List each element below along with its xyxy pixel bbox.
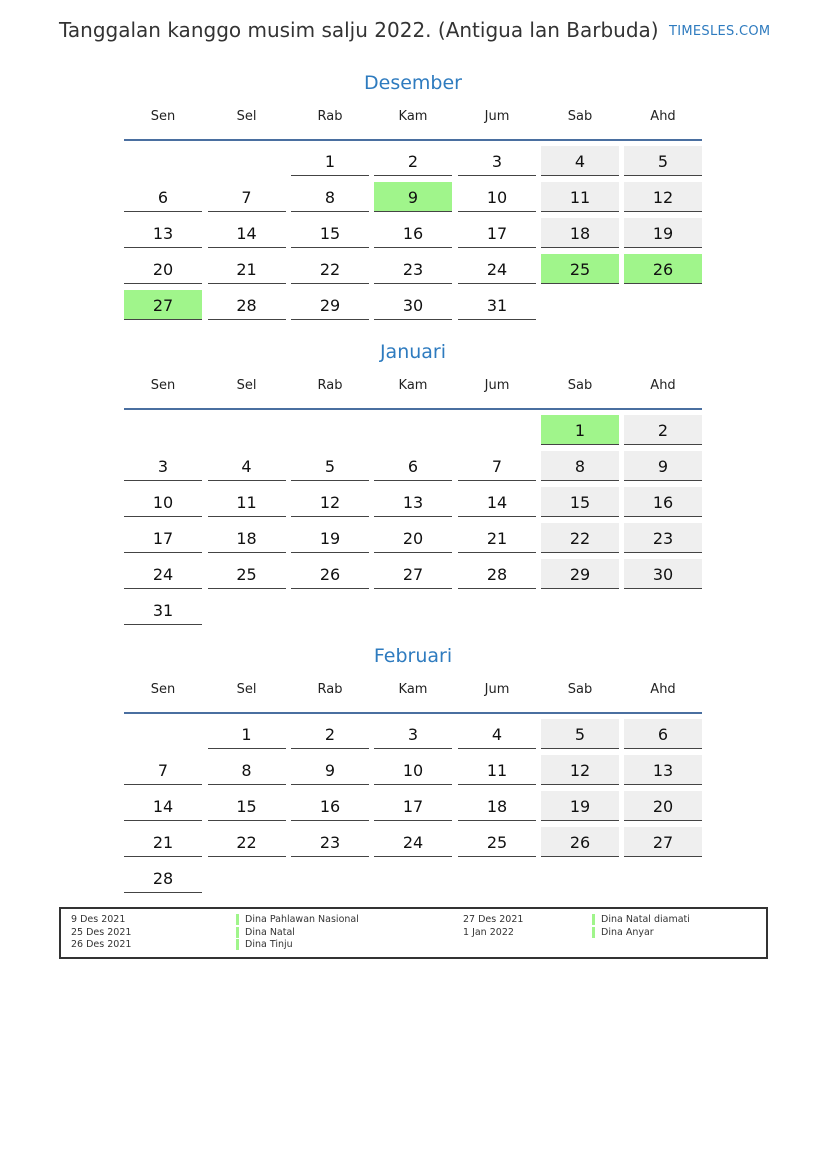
month-title: Januari — [379, 341, 447, 363]
day-cell: 27 — [624, 827, 702, 857]
weekday-label: Ahd — [650, 109, 676, 124]
day-cell: 13 — [124, 218, 202, 248]
day-cell: 7 — [458, 451, 536, 481]
day-cell: 2 — [291, 719, 369, 749]
day-cell: 4 — [208, 451, 286, 481]
holiday-day-cell: 9 — [374, 182, 452, 212]
weekday-label: Jum — [484, 378, 510, 393]
day-cell: 3 — [124, 451, 202, 481]
day-cell: 20 — [374, 523, 452, 553]
day-cell: 31 — [124, 595, 202, 625]
weekday-label: Rab — [317, 682, 343, 697]
day-cell: 1 — [291, 146, 369, 176]
legend-date: 1 Jan 2022 — [463, 927, 514, 938]
holiday-day-cell: 25 — [541, 254, 619, 284]
holiday-day-cell: 26 — [624, 254, 702, 284]
page-title: Tanggalan kanggo musim salju 2022. (Antigua lan Barbuda) — [59, 18, 659, 42]
weekday-label: Jum — [484, 109, 510, 124]
day-cell: 5 — [624, 146, 702, 176]
day-cell: 9 — [291, 755, 369, 785]
day-cell: 24 — [458, 254, 536, 284]
day-cell: 25 — [208, 559, 286, 589]
day-cell: 30 — [374, 290, 452, 320]
weekday-label: Sel — [236, 378, 257, 393]
day-cell: 21 — [208, 254, 286, 284]
day-cell: 22 — [208, 827, 286, 857]
day-cell: 20 — [624, 791, 702, 821]
day-cell: 5 — [541, 719, 619, 749]
day-cell: 2 — [624, 415, 702, 445]
weekday-label: Ahd — [650, 378, 676, 393]
day-cell: 23 — [291, 827, 369, 857]
day-cell: 12 — [541, 755, 619, 785]
holiday-day-cell: 27 — [124, 290, 202, 320]
weekday-header — [124, 682, 702, 706]
day-cell: 14 — [458, 487, 536, 517]
month-january — [124, 339, 702, 631]
weekday-label: Sen — [150, 378, 176, 393]
day-cell: 20 — [124, 254, 202, 284]
day-cell: 19 — [541, 791, 619, 821]
legend-holiday-name: Dina Tinju — [236, 939, 293, 950]
weekday-label: Kam — [398, 682, 428, 697]
day-cell: 18 — [458, 791, 536, 821]
day-cell: 11 — [541, 182, 619, 212]
day-cell: 29 — [291, 290, 369, 320]
day-cell: 28 — [124, 863, 202, 893]
day-cell: 5 — [291, 451, 369, 481]
day-cell: 24 — [374, 827, 452, 857]
day-cell: 26 — [291, 559, 369, 589]
legend-date: 25 Des 2021 — [71, 927, 132, 938]
header-divider — [124, 139, 702, 141]
day-cell: 12 — [291, 487, 369, 517]
day-cell: 28 — [458, 559, 536, 589]
day-cell: 12 — [624, 182, 702, 212]
day-cell: 4 — [458, 719, 536, 749]
day-cell: 22 — [291, 254, 369, 284]
day-cell: 16 — [291, 791, 369, 821]
day-cell: 14 — [208, 218, 286, 248]
day-cell: 10 — [374, 755, 452, 785]
day-cell: 31 — [458, 290, 536, 320]
legend-date: 26 Des 2021 — [71, 939, 132, 950]
day-cell: 13 — [374, 487, 452, 517]
day-cell: 25 — [458, 827, 536, 857]
month-december — [124, 70, 702, 326]
weekday-label: Kam — [398, 378, 428, 393]
day-cell: 8 — [541, 451, 619, 481]
legend-holiday-name: Dina Natal — [236, 927, 295, 938]
day-cell: 13 — [624, 755, 702, 785]
day-cell: 26 — [541, 827, 619, 857]
weekday-label: Sen — [150, 109, 176, 124]
day-cell: 28 — [208, 290, 286, 320]
weekday-label: Sen — [150, 682, 176, 697]
day-cell: 11 — [458, 755, 536, 785]
weekday-label: Sel — [236, 682, 257, 697]
day-cell: 15 — [541, 487, 619, 517]
weekday-label: Kam — [398, 109, 428, 124]
day-cell: 2 — [374, 146, 452, 176]
day-cell: 24 — [124, 559, 202, 589]
day-cell: 16 — [374, 218, 452, 248]
weekday-label: Jum — [484, 682, 510, 697]
weekday-label: Sab — [567, 682, 593, 697]
weekday-label: Sab — [567, 378, 593, 393]
legend-holiday-name: Dina Pahlawan Nasional — [236, 914, 359, 925]
day-cell: 7 — [124, 755, 202, 785]
weekday-label: Sab — [567, 109, 593, 124]
day-cell: 6 — [624, 719, 702, 749]
day-cell: 4 — [541, 146, 619, 176]
day-cell: 8 — [291, 182, 369, 212]
weekday-label: Rab — [317, 378, 343, 393]
header-divider — [124, 408, 702, 410]
day-cell: 16 — [624, 487, 702, 517]
legend-holiday-name: Dina Natal diamati — [592, 914, 690, 925]
weekday-header — [124, 378, 702, 402]
day-cell: 21 — [458, 523, 536, 553]
day-cell: 9 — [624, 451, 702, 481]
weekday-label: Ahd — [650, 682, 676, 697]
day-cell: 18 — [541, 218, 619, 248]
legend-holiday-name: Dina Anyar — [592, 927, 654, 938]
holiday-day-cell: 1 — [541, 415, 619, 445]
day-cell: 1 — [208, 719, 286, 749]
weekday-label: Rab — [317, 109, 343, 124]
day-cell: 27 — [374, 559, 452, 589]
day-cell: 23 — [624, 523, 702, 553]
day-cell: 23 — [374, 254, 452, 284]
day-cell: 3 — [374, 719, 452, 749]
day-cell: 21 — [124, 827, 202, 857]
legend-date: 9 Des 2021 — [71, 914, 126, 925]
day-cell: 10 — [458, 182, 536, 212]
day-cell: 6 — [124, 182, 202, 212]
day-cell: 17 — [124, 523, 202, 553]
day-cell: 30 — [624, 559, 702, 589]
day-cell: 18 — [208, 523, 286, 553]
legend-date: 27 Des 2021 — [463, 914, 524, 925]
day-cell: 29 — [541, 559, 619, 589]
day-cell: 6 — [374, 451, 452, 481]
brand-link[interactable]: TIMESLES.COM — [669, 24, 771, 39]
day-cell: 14 — [124, 791, 202, 821]
day-cell: 15 — [208, 791, 286, 821]
month-february — [124, 643, 702, 899]
weekday-header — [124, 109, 702, 133]
day-cell: 8 — [208, 755, 286, 785]
weekday-label: Sel — [236, 109, 257, 124]
day-cell: 10 — [124, 487, 202, 517]
day-cell: 11 — [208, 487, 286, 517]
day-cell: 19 — [624, 218, 702, 248]
month-title: Desember — [364, 72, 462, 94]
day-cell: 17 — [458, 218, 536, 248]
day-cell: 7 — [208, 182, 286, 212]
day-cell: 22 — [541, 523, 619, 553]
day-cell: 3 — [458, 146, 536, 176]
day-cell: 15 — [291, 218, 369, 248]
month-title: Februari — [373, 645, 453, 667]
day-cell: 19 — [291, 523, 369, 553]
header-divider — [124, 712, 702, 714]
day-cell: 17 — [374, 791, 452, 821]
holiday-legend — [59, 907, 768, 959]
